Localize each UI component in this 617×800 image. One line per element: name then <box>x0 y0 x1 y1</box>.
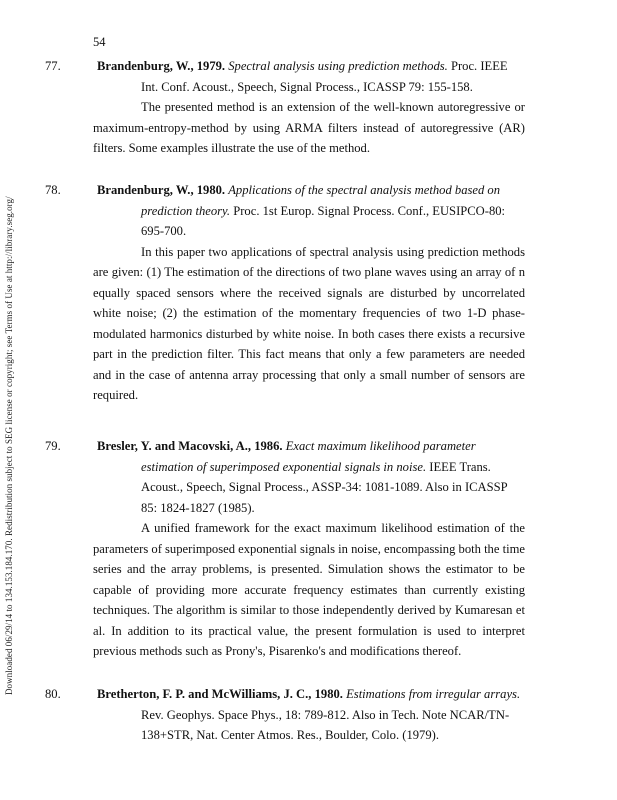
entry-title: Applications of the spectral analysis method based on prediction theory. <box>141 183 501 218</box>
reference-entry-80 <box>45 684 525 746</box>
reference-entry-78 <box>45 180 525 406</box>
entry-source: Proc. IEEE Int. Conf. Acoust., Speech, Signal Process., ICASSP 79: 155-158. <box>141 59 508 94</box>
entry-author: Brandenburg, W., 1979. <box>97 59 226 73</box>
citation: 77. Brandenburg, W., 1979. Spectral analysis using prediction methods. Proc. IEEE Int. Conf. Acoust., Speech, Signal Process., ICASSP 79: 155-158. <box>45 59 508 94</box>
entry-author: Brandenburg, W., 1980. <box>97 183 226 197</box>
reference-entry-77 <box>45 56 525 159</box>
entry-author: Bretherton, F. P. and McWilliams, J. C., 1980. <box>97 687 343 701</box>
download-notice <box>2 120 22 695</box>
entry-source: Proc. 1st Europ. Signal Process. Conf., EUSIPCO-80: 695-700. <box>141 203 506 238</box>
entry-abstract: In this paper two applications of spectral analysis using prediction methods are given: (1) The estimation of the directions of two plane waves using an array of n equally spaced sensors where the received signals are disturbed by uncorrelated white noise; (2) the estimation of the momentary frequencies of two 1-D phase-modulated harmonics disturbed by white noise. In both cases there exists a recursive part in the prediction filter. This fact means that only a few parameters are needed and in the case of antenna array processing that only a small number of sensors are required. <box>93 244 525 402</box>
download-notice-text: Downloaded 06/29/14 to 134.153.184.170. Redistribution subject to SEG license or copyright; see Terms of Use at http://library.seg.org/ <box>4 196 14 695</box>
entry-title: Spectral analysis using prediction methods. <box>228 59 448 73</box>
entry-title: Estimations from irregular arrays. <box>346 687 521 701</box>
entry-abstract: The presented method is an extension of the well-known autoregressive or maximum-entropy-method by using ARMA filters instead of autoregressive (AR) filters. Some examples illustrate the use of the method. <box>93 100 525 155</box>
reference-entry-79 <box>45 436 525 662</box>
citation: 79. Bresler, Y. and Macovski, A., 1986. Exact maximum likelihood parameter estimation of superimposed exponential signals in noise. IEEE Trans. Acoust., Speech, Signal Process., ASSP-34: 1081-1089. Also in ICASSP 85: 1824-1827 (1985). <box>45 439 508 515</box>
citation: 80. Bretherton, F. P. and McWilliams, J. C., 1980. Estimations from irregular arrays. Rev. Geophys. Space Phys., 18: 789-812. Also in Tech. Note NCAR/TN-138+STR, Nat. Center Atmos. Res., Boulder, Colo. (1979). <box>45 687 521 742</box>
page-number: 54 <box>93 35 106 49</box>
entry-source: Rev. Geophys. Space Phys., 18: 789-812. Also in Tech. Note NCAR/TN-138+STR, Nat. Center Atmos. Res., Boulder, Colo. (1979). <box>141 707 510 742</box>
entry-author: Bresler, Y. and Macovski, A., 1986. <box>97 439 283 453</box>
citation: 78. Brandenburg, W., 1980. Applications of the spectral analysis method based on prediction theory. Proc. 1st Europ. Signal Process. Conf., EUSIPCO-80: 695-700. <box>45 183 506 238</box>
entry-abstract: A unified framework for the exact maximum likelihood estimation of the parameters of superimposed exponential signals in noise, encompassing both the time series and the array problems, is presented. Simulation shows the estimator to be capable of providing more accurate frequency estimates than currently existing techniques. The algorithm is similar to those independently derived by Kumaresan et al. In addition to its practical value, the present formulation is used to interpret previous methods such as Prony's, Pisarenko's and modifications thereof. <box>93 521 525 658</box>
entry-title: Exact maximum likelihood parameter estimation of superimposed exponential signals in noise. <box>141 439 476 474</box>
entry-source: IEEE Trans. Acoust., Speech, Signal Process., ASSP-34: 1081-1089. Also in ICASSP 85: 1824-1827 (1985). <box>141 459 508 515</box>
